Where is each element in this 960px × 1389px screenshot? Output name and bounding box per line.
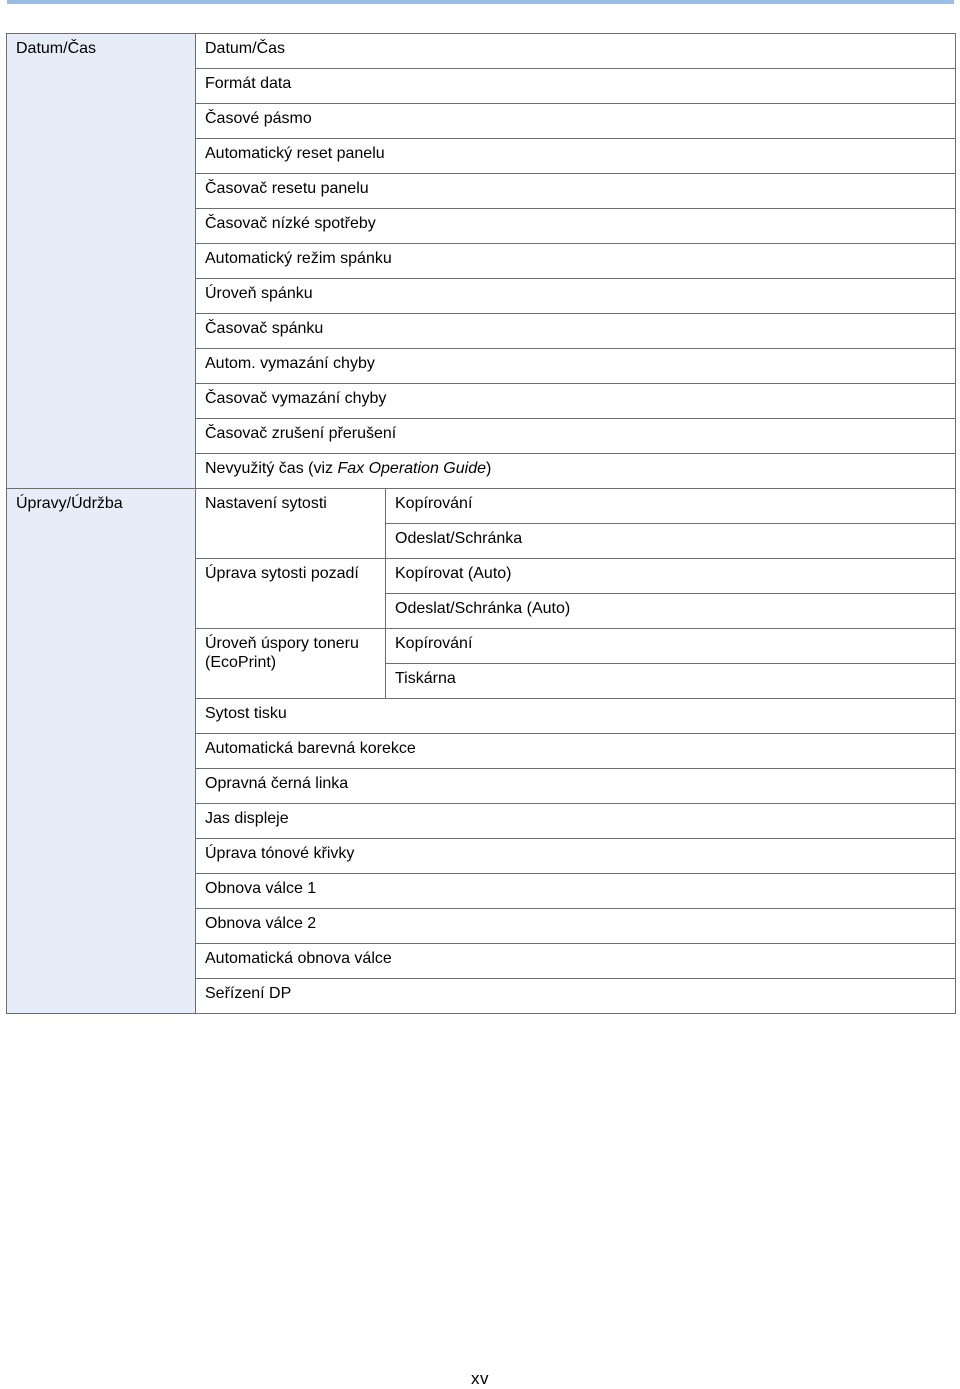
fax-guide-reference: Fax Operation Guide — [337, 460, 486, 477]
menu-item: Seřízení DP — [196, 979, 956, 1014]
menu-item: Automatický reset panelu — [196, 139, 956, 174]
page-number: xv — [471, 1369, 489, 1388]
sub-option: Kopírovat (Auto) — [386, 559, 956, 594]
menu-item-density: Nastavení sytosti — [196, 489, 386, 524]
menu-item: Časovač nízké spotřeby — [196, 209, 956, 244]
menu-item: Sytost tisku — [196, 699, 956, 734]
menu-item: Opravná černá linka — [196, 769, 956, 804]
menu-item: Časovač resetu panelu — [196, 174, 956, 209]
menu-item: Obnova válce 2 — [196, 909, 956, 944]
menu-item: Obnova válce 1 — [196, 874, 956, 909]
menu-item: Autom. vymazání chyby — [196, 349, 956, 384]
menu-item: Automatická barevná korekce — [196, 734, 956, 769]
sub-option: Tiskárna — [386, 664, 956, 699]
menu-item: Časovač spánku — [196, 314, 956, 349]
menu-item-density-cont — [196, 524, 386, 559]
sub-option: Kopírování — [386, 629, 956, 664]
sub-option: Odeslat/Schránka — [386, 524, 956, 559]
menu-item: Úroveň spánku — [196, 279, 956, 314]
menu-item-unused-time — [196, 454, 956, 489]
sub-option: Odeslat/Schránka (Auto) — [386, 594, 956, 629]
top-rule — [7, 0, 954, 4]
menu-item: Úprava tónové křivky — [196, 839, 956, 874]
sub-option: Kopírování — [386, 489, 956, 524]
menu-item: Časové pásmo — [196, 104, 956, 139]
settings-menu-table — [6, 33, 956, 1014]
menu-item: Automatický režim spánku — [196, 244, 956, 279]
unused-time-prefix: Nevyužitý čas (viz — [205, 460, 338, 477]
category-adjust-maintenance: Úpravy/Údržba — [7, 489, 196, 1014]
menu-item: Automatická obnova válce — [196, 944, 956, 979]
unused-time-suffix: ) — [486, 460, 492, 477]
menu-item: Časovač vymazání chyby — [196, 384, 956, 419]
menu-item-background: Úprava sytosti pozadí — [196, 559, 386, 594]
menu-item-ecoprint: Úroveň úspory toneru (EcoPrint) — [196, 629, 386, 699]
category-datetime: Datum/Čas — [7, 34, 196, 489]
menu-item: Formát data — [196, 69, 956, 104]
menu-item: Jas displeje — [196, 804, 956, 839]
menu-item-background-cont — [196, 594, 386, 629]
menu-item: Datum/Čas — [196, 34, 956, 69]
menu-item: Časovač zrušení přerušení — [196, 419, 956, 454]
